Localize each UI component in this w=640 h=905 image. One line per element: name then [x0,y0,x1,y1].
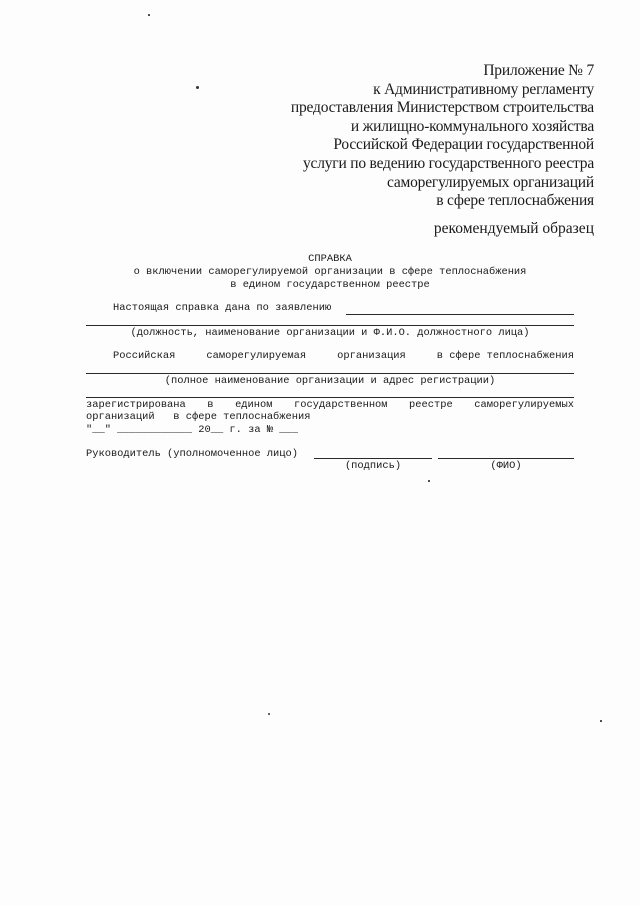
header-line: к Административному регламенту [373,80,594,98]
registered-word: зарегистрирована [86,399,186,411]
registered-word: в [207,399,214,411]
signature-field-line[interactable] [314,458,432,459]
document-subtitle: о включении саморегулируемой организации в сфере теплоснабжения [133,266,527,278]
position-caption: (должность, наименование организации и Ф.И.О. должностного лица) [130,327,530,339]
statement-label: Настоящая справка дана по заявлению [113,302,332,314]
scan-speck [428,480,430,482]
sro-line [113,350,574,363]
header-line: саморегулируемых организаций [386,173,594,191]
registered-word: государственном [294,399,388,411]
scan-speck [196,86,199,89]
header-line: Приложение № 7 [483,62,594,79]
header-line: и жилищно-коммунального хозяйства [350,117,594,135]
sample-label: рекомендуемый образец [433,220,594,237]
registered-word: саморегулируемых [474,399,574,411]
organization-field-line-2[interactable] [86,397,574,398]
registered-line-2: организаций в сфере теплоснабжения [86,411,311,423]
scan-speck [600,720,602,722]
name-field-line[interactable] [438,458,574,459]
registered-word: реестре [409,399,453,411]
organization-caption: (полное наименование организации и адрес регистрации) [164,375,496,387]
position-field-line[interactable] [86,325,574,326]
scan-speck [268,713,270,715]
registered-word: едином [235,399,273,411]
document-subtitle: в едином государственном реестре [230,279,430,291]
header-line: предоставления Министерством строительства [290,99,594,117]
head-label: Руководитель (уполномоченное лицо) [86,448,299,460]
sro-word: саморегулируемая [206,350,307,362]
statement-field-line[interactable] [346,314,574,315]
sro-word: в сфере теплоснабжения [436,350,574,362]
signature-caption: (подпись) [344,460,402,472]
header-line: в сфере теплоснабжения [436,192,594,210]
header-line: услуги по ведению государственного реестра [302,154,594,172]
sro-word: Российская [113,350,176,362]
header-line: Российской Федерации государственной [333,136,594,154]
appendix-header [234,62,594,211]
registration-date-line: "__" ____________ 20__ г. за № ___ [86,424,299,436]
scan-speck [148,14,150,16]
sro-word: организация [337,350,406,362]
organization-field-line[interactable] [86,373,574,374]
name-caption: (ФИО) [490,460,522,472]
document-title: СПРАВКА [308,253,352,265]
